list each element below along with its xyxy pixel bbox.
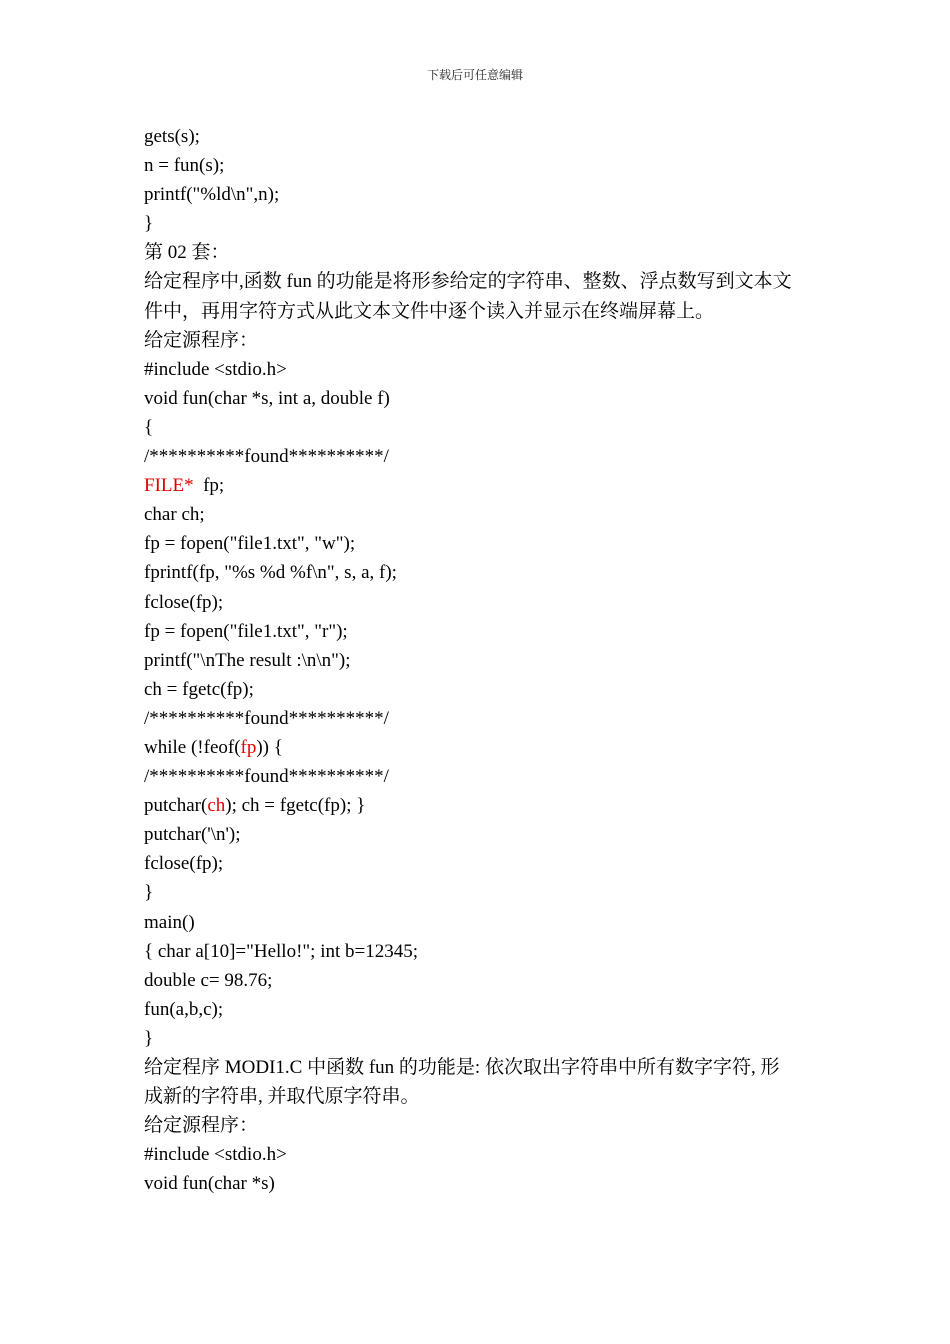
document-body	[144, 122, 814, 1198]
problem-description: 给定程序 MODI1.C 中函数 fun 的功能是: 依次取出字符串中所有数字字符, 形	[144, 1057, 780, 1078]
code-line: char ch;	[144, 504, 205, 526]
code-line-answer	[144, 733, 814, 762]
code-line: fclose(fp);	[144, 591, 224, 613]
found-marker: /**********found**********/	[144, 446, 389, 468]
code-text: while (!feof(	[144, 736, 241, 758]
code-line: ch = fgetc(fp);	[144, 678, 254, 700]
code-line: #include <stdio.h>	[144, 358, 287, 380]
problem-description: 给定程序中,函数 fun 的功能是将形参给定的字符串、整数、浮点数写到文本文	[144, 271, 792, 293]
code-line: double c= 98.76;	[144, 969, 273, 991]
code-line: { char a[10]="Hello!"; int b=12345;	[144, 940, 418, 962]
code-line: fp = fopen("file1.txt", "r");	[144, 620, 348, 642]
source-heading: 给定源程序：	[144, 1115, 259, 1137]
answer-fill: ch	[207, 795, 226, 817]
found-marker: /**********found**********/	[144, 707, 389, 729]
code-line: fun(a,b,c);	[144, 998, 224, 1020]
code-text: fp;	[193, 475, 225, 497]
code-line: n = fun(s);	[144, 155, 225, 177]
problem-description: 件中，再用字符方式从此文本文件中逐个读入并显示在终端屏幕上。	[144, 300, 715, 322]
code-line: }	[144, 213, 154, 235]
code-line: {	[144, 416, 154, 438]
section-title: 第 02 套：	[144, 242, 230, 264]
code-line: main()	[144, 911, 195, 933]
answer-fill: FILE*	[144, 475, 194, 497]
found-marker: /**********found**********/	[144, 766, 389, 788]
code-line: fclose(fp);	[144, 853, 224, 875]
code-text: putchar(	[144, 795, 208, 817]
code-text: ); ch = fgetc(fp); }	[225, 795, 366, 817]
code-line-answer	[144, 471, 814, 500]
code-line: void fun(char *s)	[144, 1173, 275, 1195]
code-line-answer	[144, 791, 814, 820]
page-header: 下载后可任意编辑	[426, 68, 523, 82]
problem-description: 成新的字符串, 并取代原字符串。	[144, 1086, 420, 1108]
code-line: }	[144, 882, 154, 904]
code-line: fprintf(fp, "%s %d %f\n", s, a, f);	[144, 562, 397, 584]
code-line: printf("\nThe result :\n\n");	[144, 649, 351, 671]
code-line: gets(s);	[144, 126, 200, 147]
code-line: #include <stdio.h>	[144, 1144, 287, 1166]
source-heading: 给定源程序：	[144, 329, 259, 351]
code-line: fp = fopen("file1.txt", "w");	[144, 533, 356, 555]
code-line: }	[144, 1027, 154, 1049]
code-line: printf("%ld\n",n);	[144, 184, 280, 206]
code-line: void fun(char *s, int a, double f)	[144, 387, 390, 409]
answer-fill: fp	[240, 736, 257, 758]
code-text: )) {	[256, 736, 283, 758]
code-line: putchar('\n');	[144, 824, 241, 846]
